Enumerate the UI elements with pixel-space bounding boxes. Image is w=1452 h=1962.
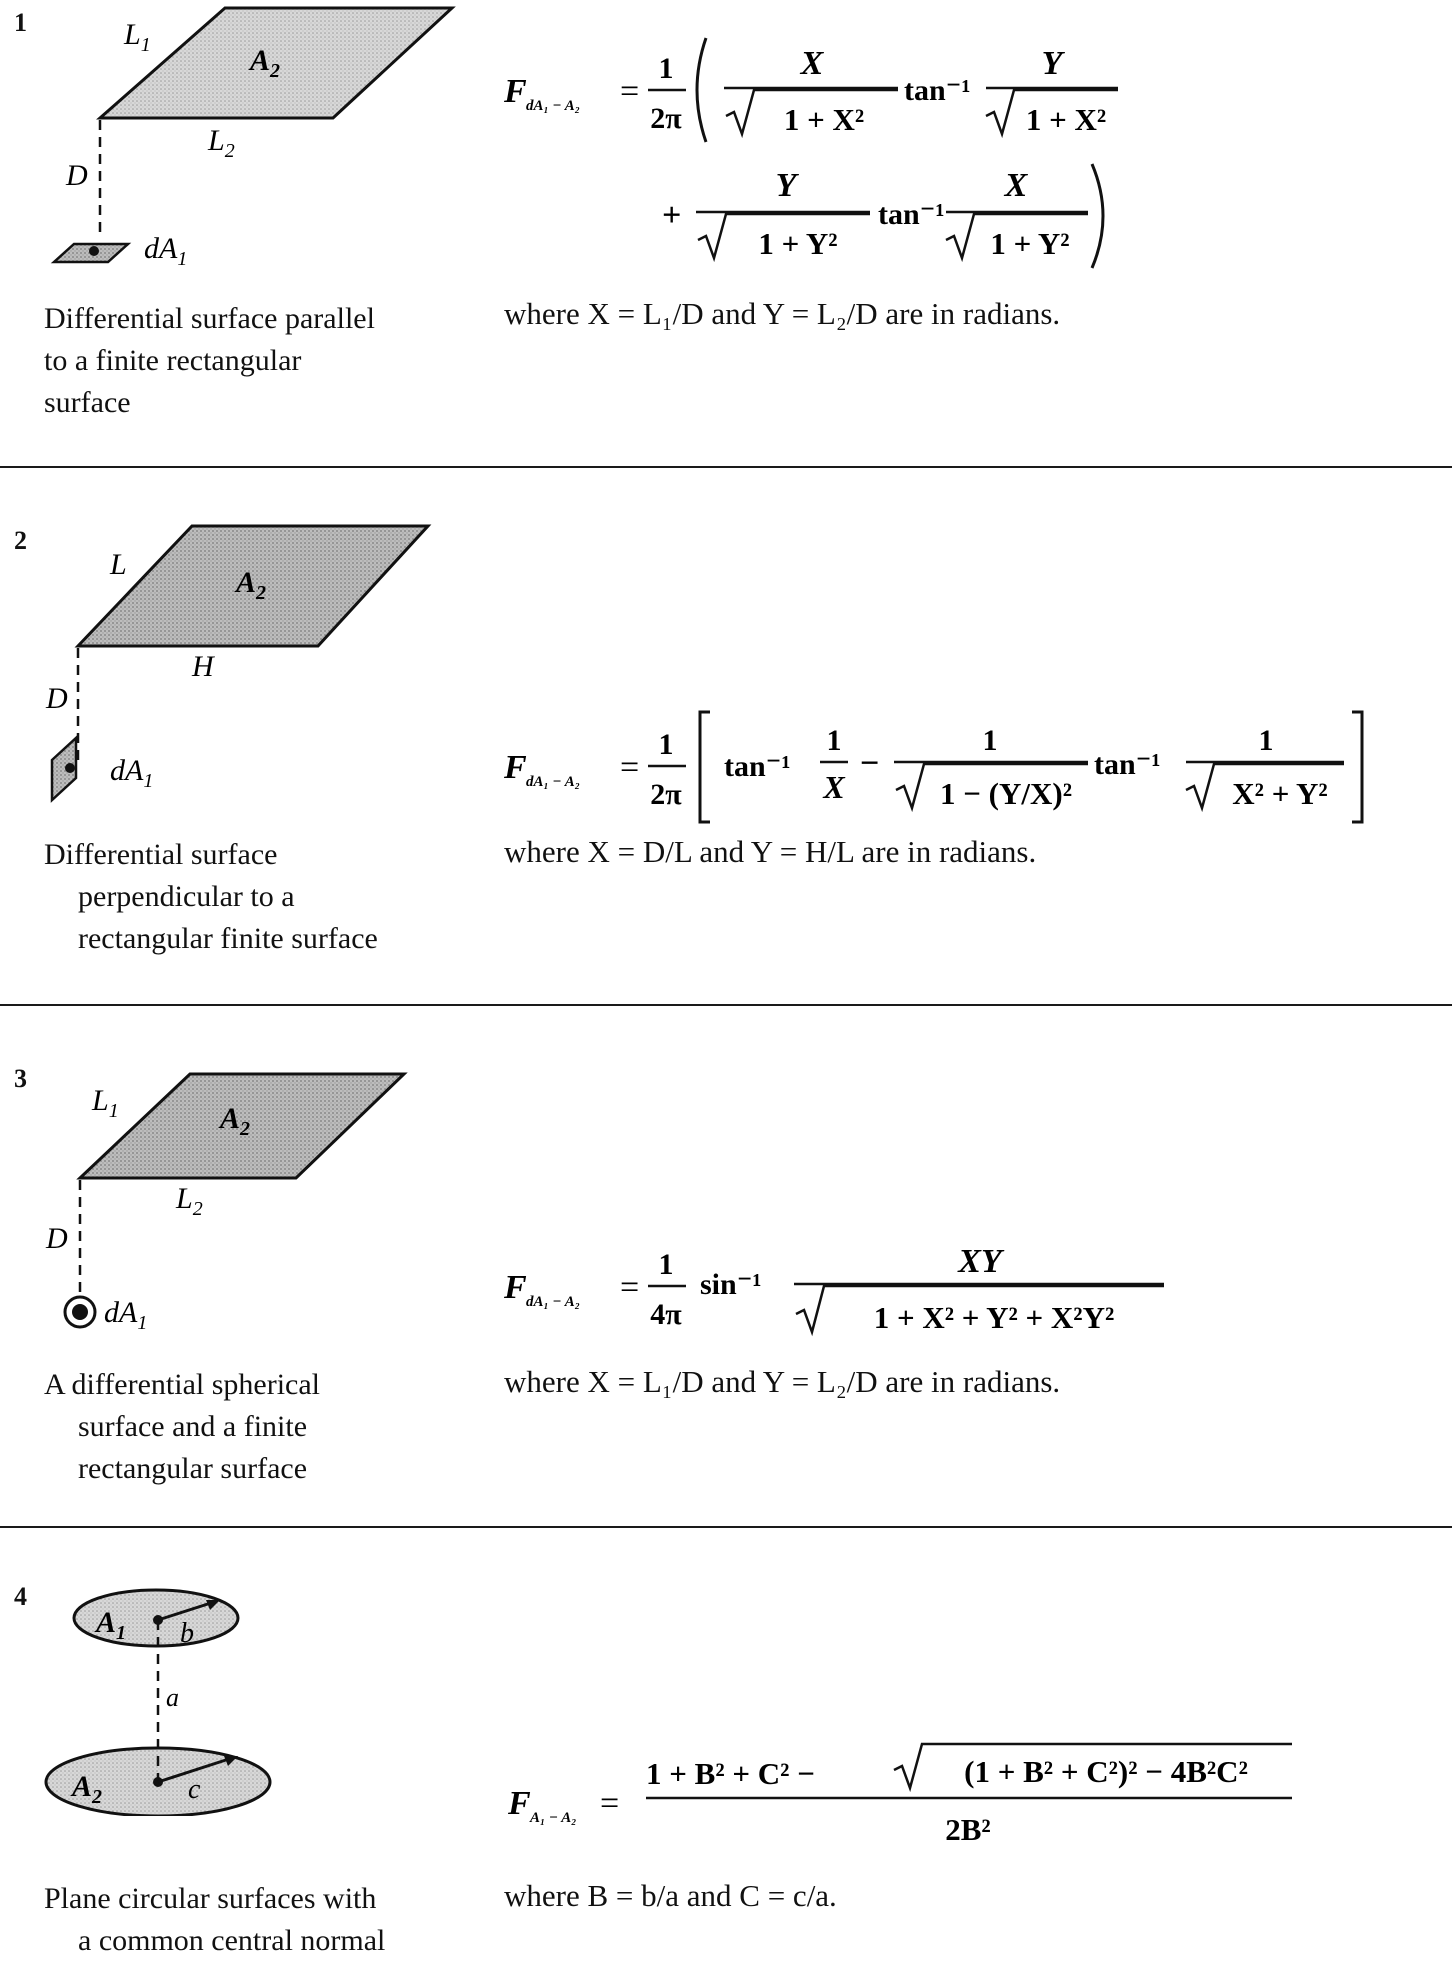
- svg-text:sin⁻¹: sin⁻¹: [700, 1268, 762, 1301]
- svg-text:1: 1: [826, 724, 842, 757]
- svg-text:−: −: [860, 745, 880, 782]
- svg-text:1: 1: [658, 1248, 674, 1281]
- svg-text:dA₁ − A₂: dA₁ − A₂: [526, 98, 581, 114]
- svg-text:1: 1: [658, 52, 674, 85]
- svg-text:4π: 4π: [650, 1298, 682, 1331]
- da1-point: [89, 246, 99, 256]
- where-clause-3: where X = L₁/D and Y = L₂/D are in radians.: [504, 1364, 1061, 1399]
- svg-text:tan⁻¹: tan⁻¹: [1094, 748, 1161, 781]
- label-da1: $dA_1$: [110, 754, 154, 792]
- label-l1: $L_1$: [92, 1084, 119, 1122]
- svg-text:(1 + B² + C²)² − 4B²C²: (1 + B² + C²)² − 4B²C²: [964, 1754, 1248, 1789]
- label-d: D: [46, 682, 68, 715]
- svg-text:F: F: [504, 749, 527, 786]
- svg-text:tan⁻¹: tan⁻¹: [904, 74, 971, 107]
- equation-3: [500, 1228, 1200, 1358]
- label-a2: $A_2$: [236, 566, 267, 604]
- label-da1: $dA_1$: [144, 232, 188, 270]
- svg-text:A₁ − A₂: A₁ − A₂: [530, 1810, 577, 1826]
- label-l2: $L_2$: [208, 124, 235, 162]
- figure-3-spherical-element: [40, 1060, 460, 1340]
- entry-number-4: 4: [14, 1582, 27, 1611]
- svg-text:Y: Y: [1041, 45, 1063, 82]
- svg-text:2B²: 2B²: [945, 1812, 991, 1847]
- svg-text:1 + Y²: 1 + Y²: [758, 226, 838, 261]
- svg-text:1: 1: [1258, 724, 1274, 757]
- svg-text:1 + B² + C² −: 1 + B² + C² −: [646, 1756, 815, 1791]
- equation-2: [500, 704, 1400, 834]
- svg-text:2π: 2π: [650, 102, 682, 135]
- label-l: L: [110, 548, 127, 581]
- label-da1: $dA_1$: [104, 1296, 148, 1334]
- svg-text:2π: 2π: [650, 778, 682, 811]
- caption-2: Differential surface perpendicular to a rectangular finite surface: [44, 838, 378, 955]
- svg-text:1: 1: [982, 724, 998, 757]
- divider-3: [0, 1526, 1452, 1528]
- svg-text:tan⁻¹: tan⁻¹: [878, 198, 945, 231]
- label-a2: $A_2$: [72, 1770, 103, 1808]
- da1-point: [65, 763, 75, 773]
- label-a1: $A_1$: [96, 1606, 127, 1644]
- svg-text:X: X: [800, 45, 824, 82]
- where-clause-4: where B = b/a and C = c/a.: [504, 1878, 837, 1913]
- caption-4: Plane circular surfaces with a common central normal: [44, 1882, 386, 1957]
- entry-number-3: 3: [14, 1064, 27, 1093]
- divider-1: [0, 466, 1452, 468]
- figure-4-coaxial-disks: [36, 1586, 296, 1816]
- svg-text:Y: Y: [775, 167, 797, 204]
- label-d: D: [46, 1222, 68, 1255]
- svg-text:+: +: [662, 197, 682, 234]
- svg-text:tan⁻¹: tan⁻¹: [724, 750, 791, 783]
- where-clause-2: where X = D/L and Y = H/L are in radians.: [504, 834, 1037, 869]
- label-a2: $A_2$: [250, 44, 281, 82]
- sphere-da1-inner: [72, 1304, 88, 1320]
- svg-text:1 − (Y/X)²: 1 − (Y/X)²: [940, 776, 1072, 811]
- svg-text:=: =: [620, 1269, 640, 1306]
- label-h: H: [192, 650, 214, 683]
- svg-text:F: F: [504, 1269, 527, 1306]
- svg-text:1: 1: [658, 728, 674, 761]
- svg-text:=: =: [600, 1785, 620, 1822]
- svg-text:1 + X²: 1 + X²: [1025, 102, 1107, 137]
- label-d: D: [66, 159, 88, 192]
- svg-text:=: =: [620, 73, 640, 110]
- svg-text:1 + Y²: 1 + Y²: [990, 226, 1070, 261]
- svg-text:1 + X² + Y² + X²Y²: 1 + X² + Y² + X²Y²: [873, 1300, 1115, 1335]
- svg-text:F: F: [504, 73, 527, 110]
- equation-4: [500, 1740, 1320, 1860]
- svg-text:F: F: [508, 1785, 531, 1822]
- caption-1: Differential surface parallel to a finite rectangular surface: [44, 302, 375, 419]
- figure-2-perpendicular-rectangle: [40, 510, 460, 810]
- svg-text:dA₁ − A₂: dA₁ − A₂: [526, 774, 581, 790]
- svg-text:=: =: [620, 749, 640, 786]
- label-b: b: [180, 1618, 194, 1649]
- equation-1: [500, 30, 1140, 280]
- label-a2: $A_2$: [220, 1102, 251, 1140]
- label-l1: $L_1$: [124, 18, 151, 56]
- label-c: c: [188, 1774, 201, 1805]
- entry-number-1: 1: [14, 8, 27, 37]
- label-l2: $L_2$: [176, 1182, 203, 1220]
- svg-text:dA₁ − A₂: dA₁ − A₂: [526, 1294, 581, 1310]
- where-clause-1: where X = L₁/D and Y = L₂/D are in radians.: [504, 296, 1061, 331]
- svg-text:X: X: [1004, 167, 1028, 204]
- entry-number-2: 2: [14, 526, 27, 555]
- divider-2: [0, 1004, 1452, 1006]
- svg-text:X: X: [823, 769, 845, 805]
- label-a: a: [166, 1683, 179, 1712]
- figure-1-parallel-rectangle: [40, 0, 460, 280]
- svg-text:X² + Y²: X² + Y²: [1232, 776, 1328, 811]
- svg-text:XY: XY: [958, 1243, 1002, 1280]
- svg-text:1 + X²: 1 + X²: [783, 102, 865, 137]
- caption-3: A differential spherical surface and a finite rectangular surface: [44, 1368, 321, 1485]
